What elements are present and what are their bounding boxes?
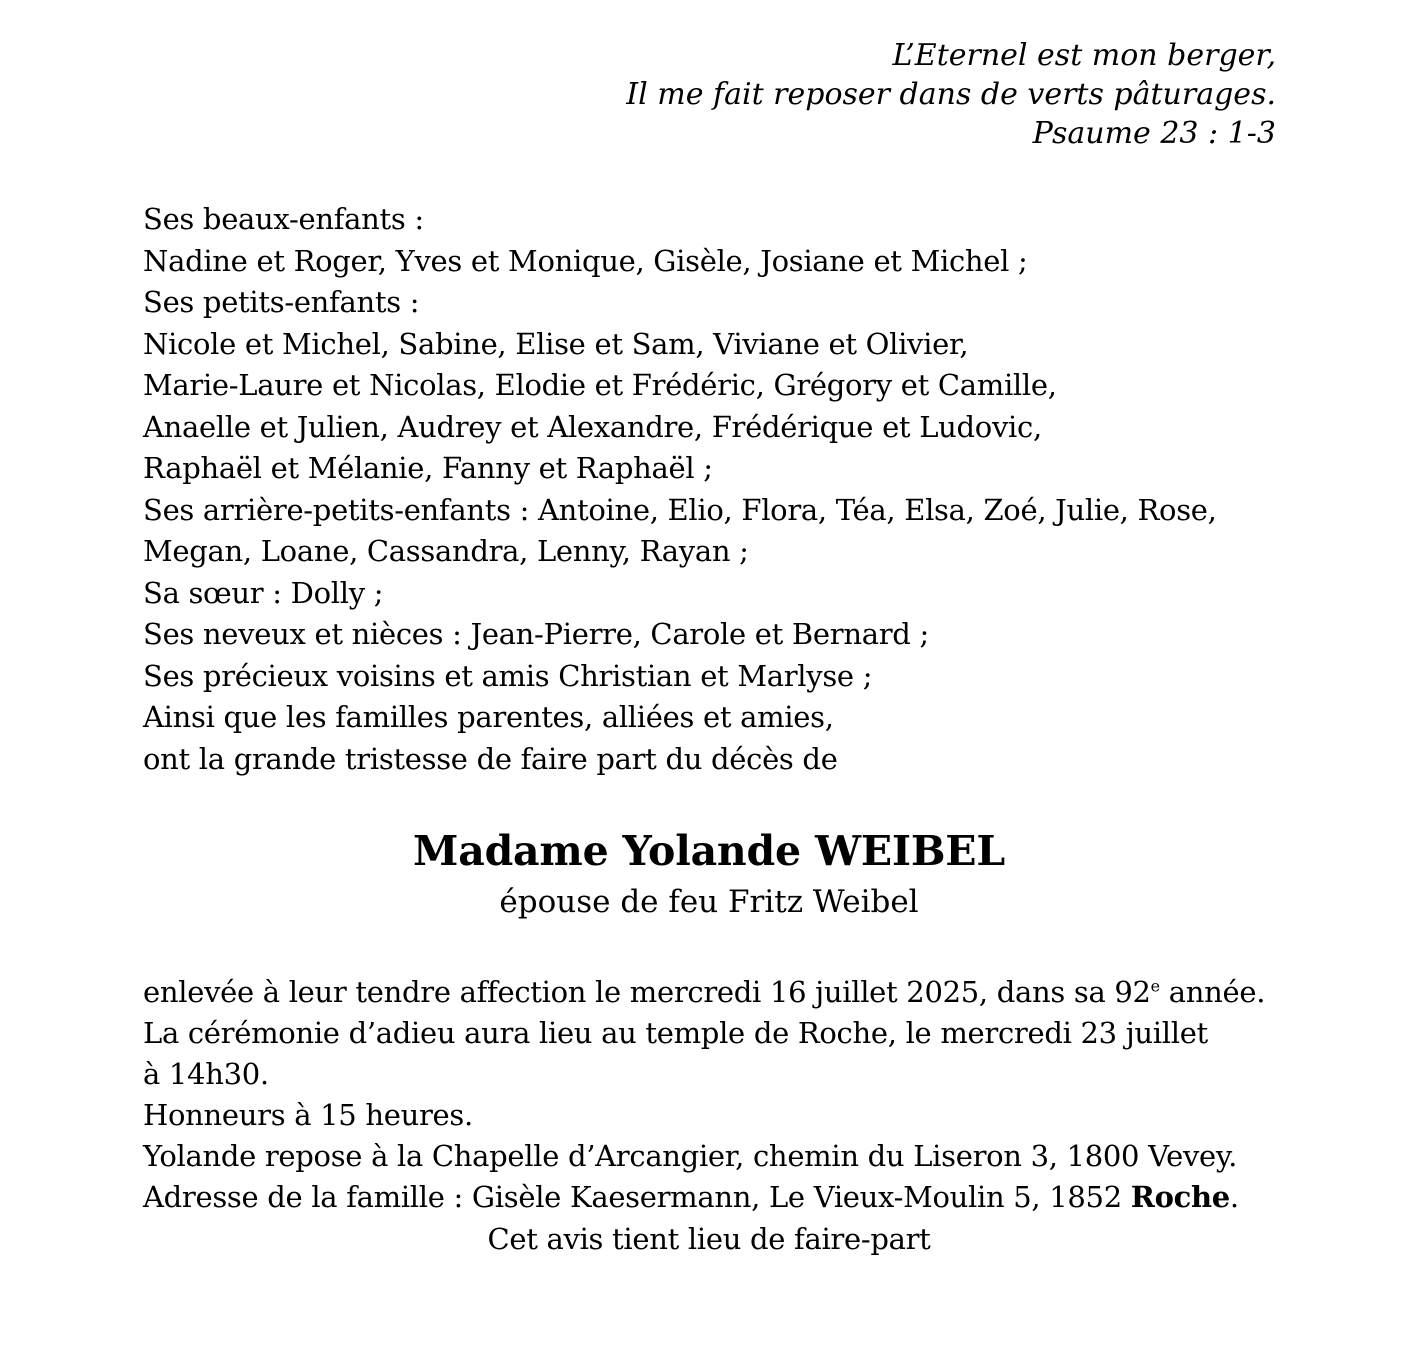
- family-line: ont la grande tristesse de faire part du décès de: [143, 741, 838, 776]
- family-line: Marie-Laure et Nicolas, Elodie et Frédéric, Grégory et Camille,: [143, 368, 1057, 402]
- ordinal-suffix: e: [1150, 976, 1160, 996]
- chapel-line: Yolande repose à la Chapelle d’Arcangier, chemin du Liseron 3, 1800 Vevey.: [143, 1139, 1238, 1173]
- death-date-text: enlevée à leur tendre affection le mercredi 16 juillet 2025, dans sa 92: [143, 975, 1151, 1009]
- closing-note: Cet avis tient lieu de faire-part: [487, 1222, 931, 1256]
- family-line: Nicole et Michel, Sabine, Elise et Sam, Viviane et Olivier,: [143, 326, 969, 361]
- family-list: [143, 199, 1217, 780]
- ceremony-line: La cérémonie d’adieu aura lieu au temple de Roche, le mercredi 23 juillet: [143, 1016, 1208, 1050]
- family-line: Anaelle et Julien, Audrey et Alexandre, Frédérique et Ludovic,: [143, 409, 1042, 444]
- ceremony-time-line: à 14h30.: [143, 1057, 269, 1091]
- family-line: Raphaël et Mélanie, Fanny et Raphaël ;: [143, 451, 713, 485]
- death-date-line: [143, 972, 1265, 1013]
- family-address-text: Adresse de la famille : Gisèle Kaesermann, Le Vieux-Moulin 5, 1852: [143, 1180, 1131, 1214]
- family-line: Ses petits-enfants :: [143, 285, 420, 319]
- family-line: Ses beaux-enfants :: [143, 202, 424, 236]
- deceased-subtitle: épouse de feu Fritz Weibel: [499, 884, 919, 920]
- deceased-name: Madame Yolande WEIBEL: [413, 827, 1005, 875]
- honours-line: Honneurs à 15 heures.: [143, 1098, 473, 1132]
- verse-line-1: L’Eternel est mon berger,: [892, 38, 1276, 73]
- family-line: Sa sœur : Dolly ;: [143, 575, 384, 610]
- family-line: Ainsi que les familles parentes, alliées et amies,: [143, 700, 834, 734]
- family-address-town: Roche: [1130, 1180, 1230, 1214]
- family-line: Megan, Loane, Cassandra, Lenny, Rayan ;: [143, 534, 749, 568]
- family-line: Nadine et Roger, Yves et Monique, Gisèle, Josiane et Michel ;: [143, 243, 1028, 278]
- death-date-text-end: année.: [1159, 975, 1266, 1009]
- deceased-block: [0, 822, 1418, 924]
- bible-verse: [626, 36, 1276, 153]
- family-line: Ses neveux et nièces : Jean-Pierre, Carole et Bernard ;: [143, 617, 929, 651]
- family-address-end: .: [1229, 1180, 1239, 1214]
- family-line: Ses précieux voisins et amis Christian et Marlyse ;: [143, 658, 873, 693]
- ceremony-details: [143, 972, 1265, 1218]
- verse-line-2: Il me fait reposer dans de verts pâturages.: [626, 77, 1276, 112]
- family-address-line: [143, 1177, 1265, 1218]
- verse-reference: Psaume 23 : 1-3: [1032, 116, 1276, 151]
- family-line: Ses arrière-petits-enfants : Antoine, Elio, Flora, Téa, Elsa, Zoé, Julie, Rose,: [143, 492, 1217, 527]
